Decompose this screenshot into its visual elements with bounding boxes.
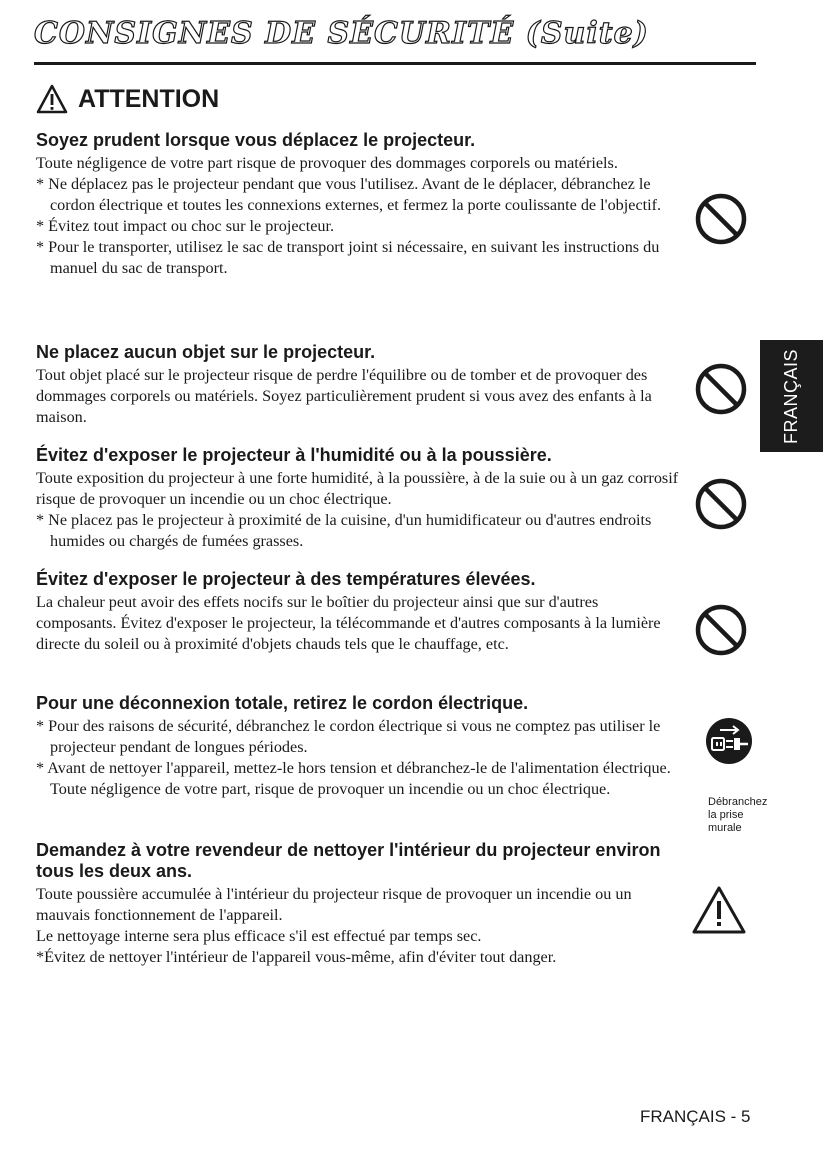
section-moving bbox=[36, 130, 681, 279]
section-para: Le nettoyage interne sera plus efficace s'il est effectué par temps sec. bbox=[36, 927, 482, 945]
section-intro: Tout objet placé sur le projecteur risque de perdre l'équilibre ou de tomber et de provoquer des dommages corporels ou matériels. Soyez particulièrement prudent si vous avez des enfants à la maison. bbox=[36, 366, 652, 426]
section-heading: Ne placez aucun objet sur le projecteur. bbox=[36, 342, 376, 362]
unplug-caption bbox=[708, 796, 767, 835]
attention-label: ATTENTION bbox=[78, 84, 220, 113]
prohibition-icon bbox=[694, 603, 748, 657]
warning-triangle-icon bbox=[36, 84, 68, 114]
section-heat bbox=[36, 569, 681, 655]
section-intro: Toute poussière accumulée à l'intérieur du projecteur risque de provoquer un incendie ou un mauvais fonctionnement de l'appareil. bbox=[36, 885, 632, 924]
section-heading: Soyez prudent lorsque vous déplacez le projecteur. bbox=[36, 130, 476, 150]
caption-line: murale bbox=[708, 822, 742, 834]
section-intro: La chaleur peut avoir des effets nocifs sur le boîtier du projecteur ainsi que sur d'autres composants. Évitez d'exposer le projecteur, la télécommande et d'autres composants à la lumière directe du soleil ou à proximité d'objets chauds tels que le chauffage, etc. bbox=[36, 593, 661, 653]
section-humidity bbox=[36, 445, 681, 552]
section-heading: Pour une déconnexion totale, retirez le cordon électrique. bbox=[36, 693, 529, 713]
bullet-item: * Ne placez pas le projecteur à proximité de la cuisine, d'un humidificateur ou d'autres endroits humides ou chargés de fumées grasses. bbox=[36, 511, 652, 550]
unplug-icon bbox=[704, 716, 754, 766]
title-rule bbox=[34, 62, 756, 65]
section-intro: Toute négligence de votre part risque de provoquer des dommages corporels ou matériels. bbox=[36, 154, 618, 172]
caption-line: Débranchez bbox=[708, 796, 768, 808]
prohibition-icon bbox=[694, 192, 748, 246]
section-heading: Demandez à votre revendeur de nettoyer l'intérieur du projecteur environ tous les deux ans. bbox=[36, 840, 661, 881]
page-title: CONSIGNES DE SÉCURITÉ (Suite) bbox=[34, 16, 649, 51]
section-intro: Toute exposition du projecteur à une forte humidité, à la poussière, à de la suie ou à un gaz corrosif risque de provoquer un incendie ou un choc électrique. bbox=[36, 469, 679, 508]
warning-triangle-icon bbox=[691, 884, 747, 936]
language-tab bbox=[760, 340, 823, 452]
bullet-item: * Pour des raisons de sécurité, débranchez le cordon électrique si vous ne comptez pas utiliser le projecteur pendant de longues périodes. bbox=[36, 717, 661, 756]
prohibition-icon bbox=[694, 362, 748, 416]
bullet-item: * Avant de nettoyer l'appareil, mettez-le hors tension et débranchez-le de l'alimentation électrique. Toute négligence de votre part, risque de provoquer un incendie ou un choc électrique. bbox=[36, 759, 671, 798]
section-cleaning bbox=[36, 840, 681, 968]
section-heading: Évitez d'exposer le projecteur à l'humidité ou à la poussière. bbox=[36, 445, 552, 465]
page-footer: FRANÇAIS - 5 bbox=[640, 1107, 751, 1126]
attention-heading bbox=[36, 84, 219, 114]
prohibition-icon bbox=[694, 477, 748, 531]
section-heading: Évitez d'exposer le projecteur à des températures élevées. bbox=[36, 569, 536, 589]
bullet-item: * Ne déplacez pas le projecteur pendant que vous l'utilisez. Avant de le déplacer, débranchez le cordon électrique et toutes les connexions externes, et fermez la porte coulissante de l'objectif. bbox=[36, 175, 662, 214]
bullet-item: *Évitez de nettoyer l'intérieur de l'appareil vous-même, afin d'éviter tout danger. bbox=[36, 948, 557, 966]
language-tab-label: FRANÇAIS bbox=[781, 348, 802, 444]
section-no-objects bbox=[36, 342, 681, 428]
section-disconnect bbox=[36, 693, 681, 800]
bullet-item: * Pour le transporter, utilisez le sac de transport joint si nécessaire, en suivant les instructions du manuel du sac de transport. bbox=[36, 238, 660, 277]
bullet-item: * Évitez tout impact ou choc sur le projecteur. bbox=[36, 217, 335, 235]
caption-line: la prise bbox=[708, 809, 744, 821]
